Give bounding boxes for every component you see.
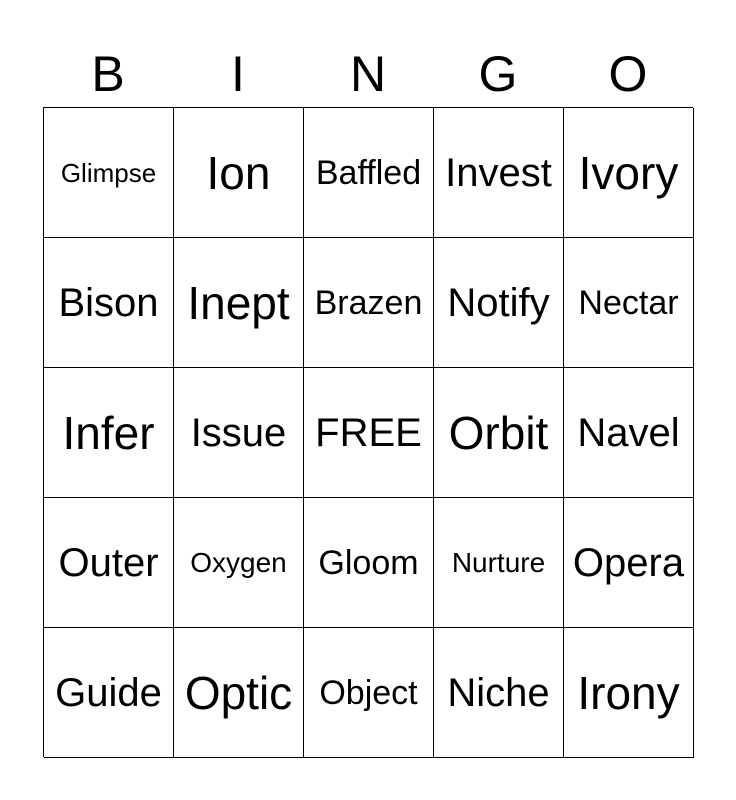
bingo-cell[interactable]: Optic: [174, 628, 304, 758]
bingo-grid: [43, 107, 693, 757]
bingo-cell[interactable]: Infer: [44, 368, 174, 498]
bingo-cell[interactable]: Bison: [44, 238, 174, 368]
bingo-cell[interactable]: Navel: [564, 368, 694, 498]
bingo-cell[interactable]: Orbit: [434, 368, 564, 498]
bingo-cell[interactable]: Brazen: [304, 238, 434, 368]
bingo-cell[interactable]: Invest: [434, 108, 564, 238]
bingo-cell[interactable]: Baffled: [304, 108, 434, 238]
bingo-cell[interactable]: Object: [304, 628, 434, 758]
bingo-header: [43, 40, 693, 108]
bingo-cell[interactable]: Niche: [434, 628, 564, 758]
bingo-cell[interactable]: Gloom: [304, 498, 434, 628]
bingo-cell[interactable]: Nectar: [564, 238, 694, 368]
header-letter-b: B: [91, 46, 125, 102]
header-letter-o: O: [608, 46, 648, 102]
bingo-cell[interactable]: Irony: [564, 628, 694, 758]
header-letter-n: N: [349, 46, 387, 102]
header-letter-i: I: [231, 46, 245, 102]
bingo-cell[interactable]: Opera: [564, 498, 694, 628]
bingo-cell[interactable]: Nurture: [434, 498, 564, 628]
bingo-cell[interactable]: Ion: [174, 108, 304, 238]
bingo-cell[interactable]: Oxygen: [174, 498, 304, 628]
header-letter-g: G: [478, 46, 518, 102]
free-space-cell[interactable]: FREE: [304, 368, 434, 498]
bingo-cell[interactable]: Guide: [44, 628, 174, 758]
bingo-cell[interactable]: Inept: [174, 238, 304, 368]
bingo-cell[interactable]: Glimpse: [44, 108, 174, 238]
bingo-cell[interactable]: Outer: [44, 498, 174, 628]
bingo-cell[interactable]: Notify: [434, 238, 564, 368]
bingo-cell[interactable]: Issue: [174, 368, 304, 498]
bingo-cell[interactable]: Ivory: [564, 108, 694, 238]
